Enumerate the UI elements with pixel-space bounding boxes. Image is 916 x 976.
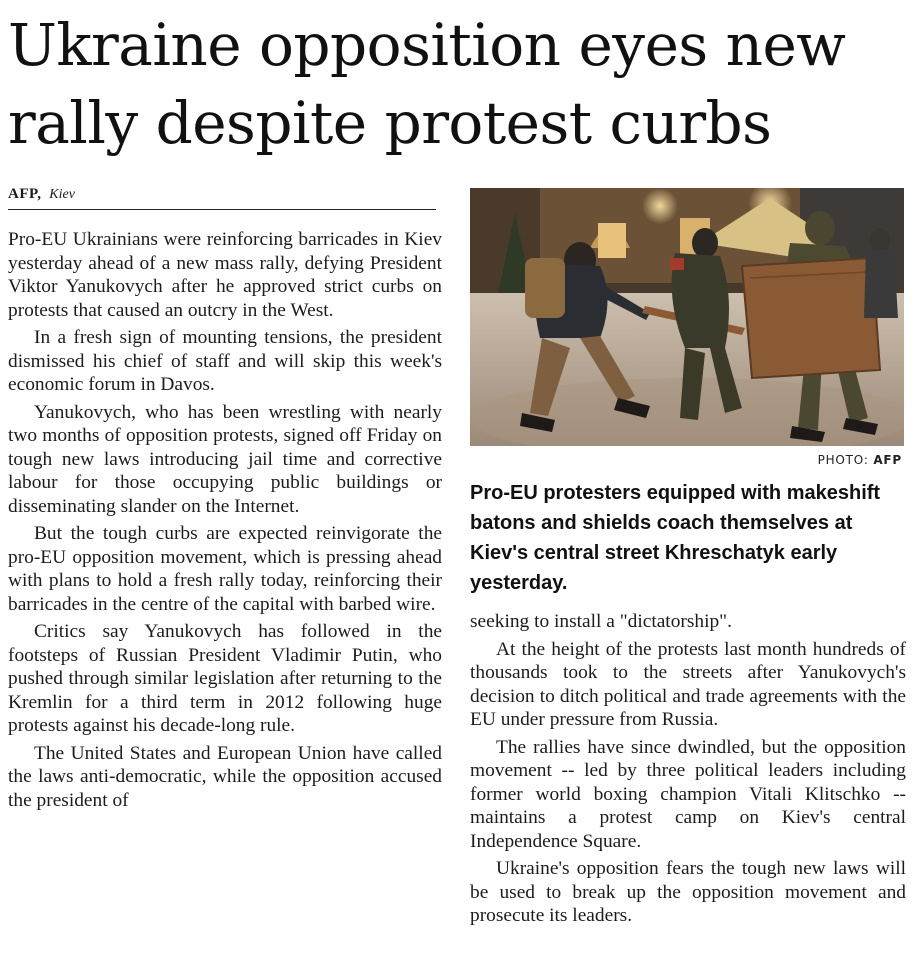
paragraph: Pro-EU Ukrainians were reinforcing barricades in Kiev yesterday ahead of a new mass rally, defying President Viktor Yanukovych after he approved strict curbs on protests that caused an outcry in the West. (8, 229, 442, 321)
photo-credit (470, 453, 902, 467)
news-photo (470, 188, 904, 446)
byline-agency: AFP, (8, 186, 42, 202)
photo-credit-agency: AFP (873, 453, 902, 467)
byline (8, 186, 436, 210)
paragraph: But the tough curbs are expected reinvigorate the pro-EU opposition movement, which is pressing ahead with plans to hold a fresh rally today, reinforcing their barricades in the centre of the capital with barbed wire. (8, 523, 442, 615)
headline-line-2: rally despite protest curbs (8, 89, 772, 157)
article-column-1 (8, 228, 442, 816)
paragraph: Ukraine's opposition fears the tough new laws will be used to break up the opposition movement and prosecute its leaders. (470, 858, 906, 926)
photo-caption: Pro-EU protesters equipped with makeshift batons and shields coach themselves at Kiev's central street Khreschatyk early yesterday. (470, 482, 881, 594)
paragraph: The United States and European Union have called the laws anti-democratic, while the opposition accused the president of (8, 742, 442, 811)
headline-line-1: Ukraine opposition eyes new (8, 11, 846, 79)
paragraph: seeking to install a "dictatorship". (470, 611, 732, 632)
headline (8, 6, 912, 162)
paragraph: At the height of the protests last month hundreds of thousands took to the streets after Yanukovych's decision to ditch political and trade agreements with the EU under pressure from Russia. (470, 638, 906, 730)
byline-location: Kiev (49, 187, 75, 202)
photo-credit-label: PHOTO: (817, 453, 869, 467)
paragraph: Critics say Yanukovych has followed in the footsteps of Russian President Vladimir Putin, who pushed through similar legislation after returning to the Kremlin for a third term in 2012 following huge protests against his decade-long rule. (8, 621, 442, 736)
article-column-2 (470, 610, 906, 932)
paragraph: Yanukovych, who has been wrestling with nearly two months of opposition protests, signed off Friday on tough new laws introducing jail time and corrective labour for those occupying public buildings or disseminating slander on the Internet. (8, 401, 442, 517)
paragraph: The rallies have since dwindled, but the opposition movement -- led by three political leaders including former world boxing champion Vitali Klitschko -- maintains a protest camp on Kiev's central Independence Square. (470, 736, 906, 852)
paragraph: In a fresh sign of mounting tensions, the president dismissed his chief of staff and will skip this week's economic forum in Davos. (8, 327, 442, 395)
